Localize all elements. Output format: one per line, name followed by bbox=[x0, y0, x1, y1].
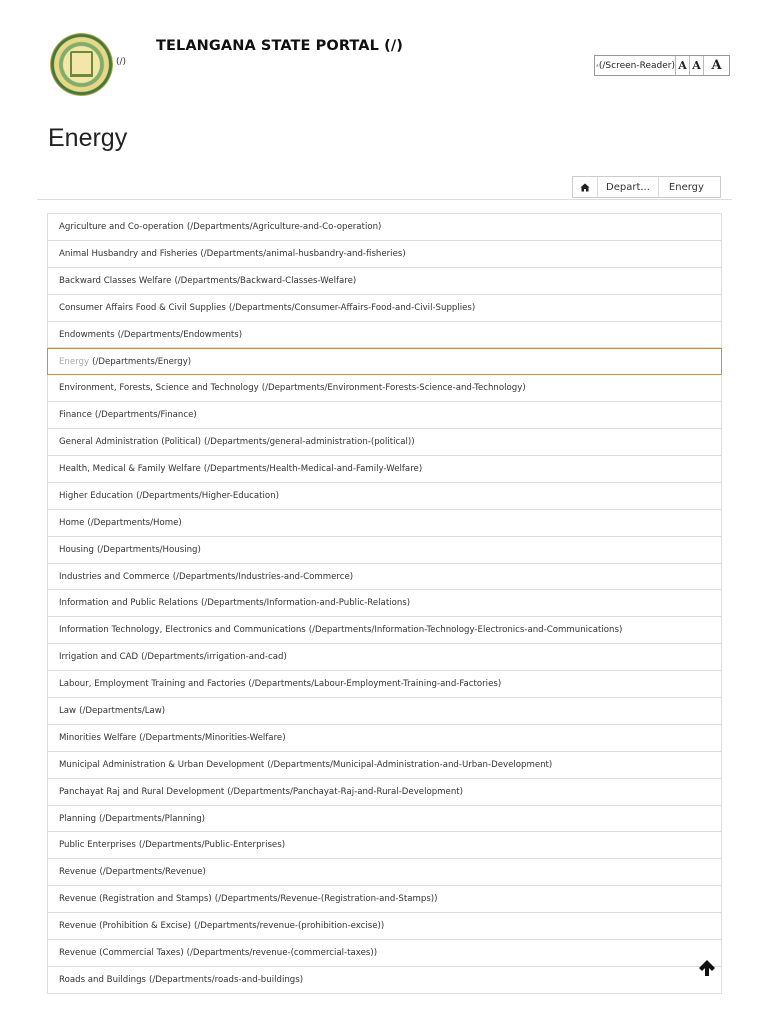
department-path: (/Departments/Municipal-Administration-and-Urban-Development) bbox=[267, 759, 553, 770]
site-header bbox=[0, 0, 768, 110]
breadcrumb-home-link[interactable] bbox=[573, 177, 598, 197]
department-name: Housing bbox=[59, 544, 94, 555]
department-name: Minorities Welfare bbox=[59, 732, 137, 743]
department-list-item[interactable] bbox=[47, 375, 722, 402]
department-name: Backward Classes Welfare bbox=[59, 275, 172, 286]
department-name: Municipal Administration & Urban Development bbox=[59, 759, 265, 770]
department-list-item[interactable] bbox=[47, 940, 722, 967]
department-list-item[interactable] bbox=[47, 886, 722, 913]
department-path: (/Departments/Panchayat-Raj-and-Rural-Development) bbox=[227, 786, 464, 797]
department-list-item[interactable] bbox=[47, 537, 722, 564]
department-path: (/Departments/Law) bbox=[79, 705, 166, 716]
department-path: (/Departments/revenue-(commercial-taxes)) bbox=[186, 947, 378, 958]
accessibility-toolbar bbox=[594, 55, 730, 76]
department-path: (/Departments/Planning) bbox=[99, 813, 206, 824]
department-name: Industries and Commerce bbox=[59, 571, 170, 582]
department-name: Energy bbox=[59, 356, 90, 367]
department-list-item[interactable] bbox=[47, 402, 722, 429]
department-path: (/Departments/Finance) bbox=[94, 410, 197, 421]
department-name: Health, Medical & Family Welfare bbox=[59, 463, 201, 474]
breadcrumb-departments-link[interactable]: Depart... bbox=[598, 177, 659, 197]
department-name: Revenue (Commercial Taxes) bbox=[59, 947, 184, 958]
department-path: (/Departments/Agriculture-and-Co-operation) bbox=[186, 221, 382, 232]
department-path: (/Departments/general-administration-(political)) bbox=[203, 437, 415, 448]
scroll-to-top-arrow-icon[interactable] bbox=[697, 958, 717, 978]
department-list-item[interactable] bbox=[47, 698, 722, 725]
department-path: (/Departments/Information-Technology-Electronics-and-Communications) bbox=[308, 625, 623, 636]
department-path: (/Departments/Public-Enterprises) bbox=[138, 840, 286, 851]
department-list-item[interactable] bbox=[47, 295, 722, 322]
department-list-item[interactable] bbox=[47, 429, 722, 456]
department-list-item[interactable] bbox=[47, 510, 722, 537]
department-name: Revenue (Registration and Stamps) bbox=[59, 894, 212, 905]
department-name: Agriculture and Co-operation bbox=[59, 221, 184, 232]
department-path: (/Departments/Revenue-(Registration-and-Stamps)) bbox=[214, 894, 438, 905]
department-name: Finance bbox=[59, 410, 92, 421]
department-list-item[interactable] bbox=[47, 913, 722, 940]
department-list-item[interactable] bbox=[47, 322, 722, 349]
department-path: (/Departments/revenue-(prohibition-excise)) bbox=[194, 921, 385, 932]
department-name: Planning bbox=[59, 813, 97, 824]
department-list bbox=[47, 213, 722, 994]
department-list-item[interactable] bbox=[47, 779, 722, 806]
screen-reader-link[interactable] bbox=[595, 56, 675, 75]
department-path: (/Departments/Backward-Classes-Welfare) bbox=[174, 275, 357, 286]
screen-reader-label: (/Screen-Reader) bbox=[598, 60, 675, 71]
department-name: Consumer Affairs Food & Civil Supplies bbox=[59, 302, 226, 313]
department-path: (/Departments/Health-Medical-and-Family-Welfare) bbox=[203, 463, 423, 474]
department-path: (/Departments/Housing) bbox=[96, 544, 201, 555]
department-list-item[interactable] bbox=[47, 483, 722, 510]
site-title-link[interactable]: TELANGANA STATE PORTAL (/) bbox=[156, 38, 403, 54]
department-name: Home bbox=[59, 517, 85, 528]
department-name: Revenue (Prohibition & Excise) bbox=[59, 921, 192, 932]
department-list-item[interactable] bbox=[47, 564, 722, 591]
font-size-increase-button[interactable]: A bbox=[703, 56, 729, 75]
breadcrumb bbox=[572, 176, 721, 198]
department-list-item[interactable] bbox=[47, 859, 722, 886]
department-list-item[interactable] bbox=[47, 752, 722, 779]
department-name: Animal Husbandry and Fisheries bbox=[59, 248, 198, 259]
department-name: Higher Education bbox=[59, 490, 134, 501]
department-name: Revenue bbox=[59, 867, 97, 878]
department-name: Roads and Buildings bbox=[59, 974, 147, 985]
home-icon bbox=[580, 183, 590, 192]
department-list-item[interactable] bbox=[47, 268, 722, 295]
department-list-item[interactable] bbox=[47, 456, 722, 483]
department-name: Endowments bbox=[59, 329, 115, 340]
department-path: (/Departments/Home) bbox=[87, 517, 182, 528]
breadcrumb-current-energy: Energy bbox=[668, 181, 704, 193]
department-name: Labour, Employment Training and Factories bbox=[59, 679, 246, 690]
department-path: (/Departments/Labour-Employment-Training-and-Factories) bbox=[248, 679, 502, 690]
department-list-item[interactable] bbox=[47, 617, 722, 644]
department-name: Information and Public Relations bbox=[59, 598, 199, 609]
department-list-item[interactable] bbox=[47, 214, 722, 241]
department-list-item[interactable] bbox=[47, 725, 722, 752]
department-name: Public Enterprises bbox=[59, 840, 136, 851]
department-path: (/Departments/irrigation-and-cad) bbox=[141, 652, 287, 663]
department-list-item[interactable] bbox=[47, 832, 722, 859]
emblem-gate-icon bbox=[70, 51, 93, 77]
department-name: Panchayat Raj and Rural Development bbox=[59, 786, 225, 797]
department-list-item[interactable] bbox=[47, 348, 722, 375]
department-list-item[interactable] bbox=[47, 806, 722, 833]
state-emblem-logo[interactable] bbox=[50, 33, 113, 96]
department-name: Information Technology, Electronics and Communications bbox=[59, 625, 306, 636]
page-title: Energy bbox=[48, 124, 128, 152]
department-path: (/Departments/Information-and-Public-Relations) bbox=[201, 598, 411, 609]
header-divider bbox=[37, 199, 732, 200]
department-name: Law bbox=[59, 705, 77, 716]
department-list-item[interactable] bbox=[47, 241, 722, 268]
font-size-normal-button[interactable]: A bbox=[689, 56, 703, 75]
department-list-item[interactable] bbox=[47, 590, 722, 617]
department-path: (/Departments/Higher-Education) bbox=[136, 490, 279, 501]
department-path: (/Departments/Revenue) bbox=[99, 867, 206, 878]
font-size-decrease-button[interactable]: A bbox=[675, 56, 689, 75]
department-list-item[interactable] bbox=[47, 671, 722, 698]
department-path: (/Departments/animal-husbandry-and-fisheries) bbox=[200, 248, 406, 259]
department-name: Irrigation and CAD bbox=[59, 652, 139, 663]
logo-link-text[interactable]: (/) bbox=[116, 57, 127, 67]
department-list-item[interactable] bbox=[47, 644, 722, 671]
department-path: (/Departments/Environment-Forests-Science-and-Technology) bbox=[261, 383, 526, 394]
department-path: (/Departments/Energy) bbox=[92, 356, 192, 367]
department-path: (/Departments/Minorities-Welfare) bbox=[139, 732, 286, 743]
department-path: (/Departments/Consumer-Affairs-Food-and-Civil-Supplies) bbox=[228, 302, 476, 313]
department-name: Environment, Forests, Science and Technology bbox=[59, 383, 259, 394]
department-list-item[interactable] bbox=[47, 967, 722, 994]
department-path: (/Departments/roads-and-buildings) bbox=[149, 974, 304, 985]
department-name: General Administration (Political) bbox=[59, 437, 201, 448]
department-path: (/Departments/Endowments) bbox=[117, 329, 243, 340]
department-path: (/Departments/Industries-and-Commerce) bbox=[172, 571, 354, 582]
